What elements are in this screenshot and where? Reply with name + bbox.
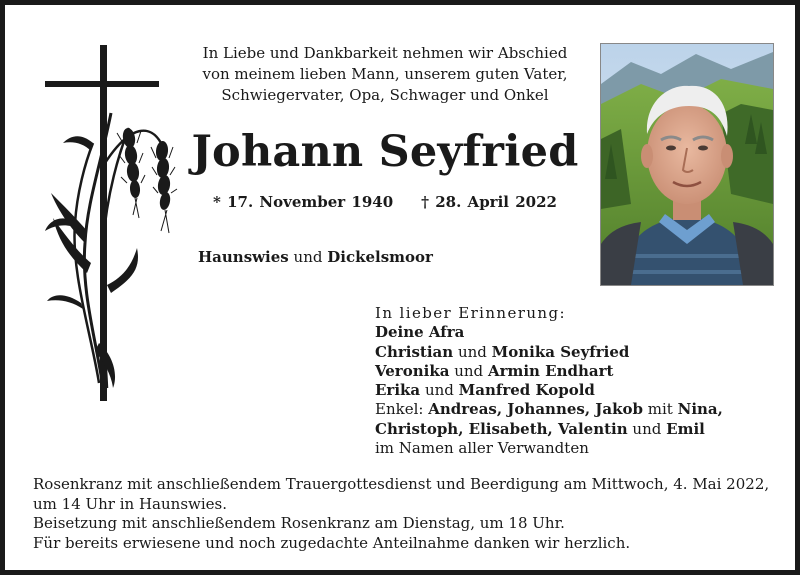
deceased-name: Johann Seyfried — [191, 127, 579, 177]
mourner-name: Erika — [375, 381, 421, 400]
mourner-name: Christoph, Elisabeth, Valentin — [375, 419, 628, 438]
mourner-connector: und — [424, 381, 454, 400]
intro-text — [185, 43, 585, 106]
intro-line: In Liebe und Dankbarkeit nehmen wir Abschied — [202, 44, 568, 62]
mourner-connector: und — [454, 361, 484, 380]
birth-date: * 17. November 1940 — [213, 193, 394, 211]
mourner-line: Deine Afra — [375, 323, 465, 342]
portrait-photo — [600, 43, 774, 286]
mourner-connector: und — [457, 342, 487, 361]
mourner-line — [375, 420, 723, 439]
mourner-prefix: Enkel: — [375, 400, 424, 419]
service-line: Für bereits erwiesene und noch zugedachte Anteilnahme danken wir herzlich. — [33, 533, 631, 552]
death-date: † 28. April 2022 — [421, 193, 557, 211]
mourner-line: im Namen aller Verwandten — [375, 439, 589, 458]
mourner-name: Nina, — [677, 400, 723, 419]
place-connector: und — [293, 248, 323, 266]
mourner-connector: mit — [647, 400, 673, 419]
mourner-line — [375, 400, 723, 419]
mourner-name: Manfred Kopold — [458, 381, 595, 400]
mourner-name: Christian — [375, 342, 454, 361]
mourner-name: Armin Endhart — [487, 361, 614, 380]
service-line: Rosenkranz mit anschließendem Trauergottesdienst und Beerdigung am Mittwoch, 4. Mai 2022, — [33, 475, 770, 493]
mourner-name: Monika Seyfried — [491, 342, 630, 361]
place-name: Dickelsmoor — [327, 248, 433, 266]
service-info — [33, 475, 769, 553]
mourner-connector: und — [632, 419, 662, 438]
mourner-name: Andreas, Johannes, Jakob — [428, 400, 643, 419]
mourners-lead: In lieber Erinnerung: — [375, 304, 566, 322]
mourner-name: Veronika — [375, 361, 450, 380]
life-dates — [185, 193, 585, 211]
service-line: Beisetzung mit anschließendem Rosenkranz am Dienstag, um 18 Uhr. — [33, 514, 565, 532]
place-name: Haunswies — [198, 248, 289, 266]
intro-line: von meinem lieben Mann, unserem guten Vater, — [202, 65, 568, 83]
mourner-line — [375, 362, 723, 381]
mourner-line — [375, 343, 723, 362]
mourners-list — [375, 304, 723, 458]
cross-with-wheat-icon — [41, 43, 181, 405]
mourner-line — [375, 381, 723, 400]
hometown-line — [198, 248, 433, 266]
service-line: um 14 Uhr in Haunswies. — [33, 494, 227, 513]
intro-line: Schwiegervater, Opa, Schwager und Onkel — [221, 86, 549, 104]
mourner-name: Emil — [666, 419, 705, 438]
